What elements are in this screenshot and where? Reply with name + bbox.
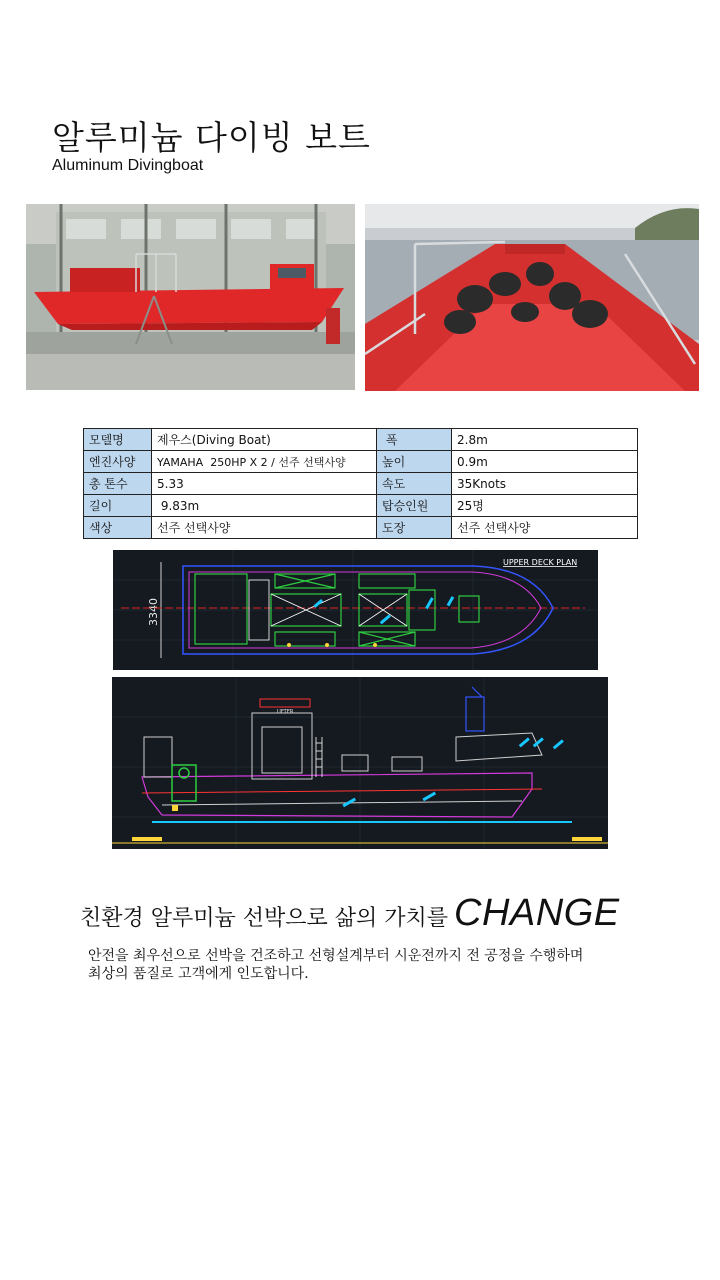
spec-label: 높이 bbox=[377, 451, 452, 473]
boat-factory-photo bbox=[26, 204, 355, 390]
table-row bbox=[84, 473, 638, 495]
table-row bbox=[84, 517, 638, 539]
spec-value: 25명 bbox=[452, 495, 638, 517]
spec-label: 길이 bbox=[84, 495, 152, 517]
spec-value: 선주 선택사양 bbox=[452, 517, 638, 539]
page-title: 알루미늄 다이빙 보트 bbox=[52, 118, 371, 157]
description-line: 최상의 품질로 고객에게 인도합니다. bbox=[88, 966, 309, 982]
table-row bbox=[84, 495, 638, 517]
table-row bbox=[84, 429, 638, 451]
spec-label: 엔진사양 bbox=[84, 451, 152, 473]
spec-value: 0.9m bbox=[452, 451, 638, 473]
upper-deck-plan-drawing bbox=[113, 550, 598, 670]
spec-table bbox=[83, 428, 638, 539]
table-row bbox=[84, 451, 638, 473]
spec-value: YAMAHA 250HP X 2 / 선주 선택사양 bbox=[152, 451, 377, 473]
spec-label: 속도 bbox=[377, 473, 452, 495]
slogan-emphasis: CHANGE bbox=[454, 892, 620, 934]
plan-dimension: 3340 bbox=[147, 598, 160, 626]
spec-value: 9.83m bbox=[152, 495, 377, 517]
company-description bbox=[88, 947, 648, 983]
spec-label: 모델명 bbox=[84, 429, 152, 451]
slogan-text: 친환경 알루미늄 선박으로 삶의 가치를 bbox=[80, 906, 449, 931]
spec-value: 제우스(Diving Boat) bbox=[152, 429, 377, 451]
spec-label: 색상 bbox=[84, 517, 152, 539]
spec-value: 2.8m bbox=[452, 429, 638, 451]
spec-value: 5.33 bbox=[152, 473, 377, 495]
plan-label: UPPER DECK PLAN bbox=[503, 558, 578, 567]
spec-value: 선주 선택사양 bbox=[152, 517, 377, 539]
divers-on-deck-photo bbox=[365, 204, 699, 391]
side-profile-drawing bbox=[112, 677, 608, 849]
spec-label: 폭 bbox=[377, 429, 452, 451]
profile-label: LIFTER bbox=[276, 709, 294, 715]
spec-label: 탑승인원 bbox=[377, 495, 452, 517]
spec-value: 35Knots bbox=[452, 473, 638, 495]
slogan bbox=[80, 892, 620, 935]
page-subtitle: Aluminum Divingboat bbox=[52, 157, 204, 174]
spec-label: 총 톤수 bbox=[84, 473, 152, 495]
description-line: 안전을 최우선으로 선박을 건조하고 선형설계부터 시운전까지 전 공정을 수행하며 bbox=[88, 948, 584, 964]
spec-label: 도장 bbox=[377, 517, 452, 539]
